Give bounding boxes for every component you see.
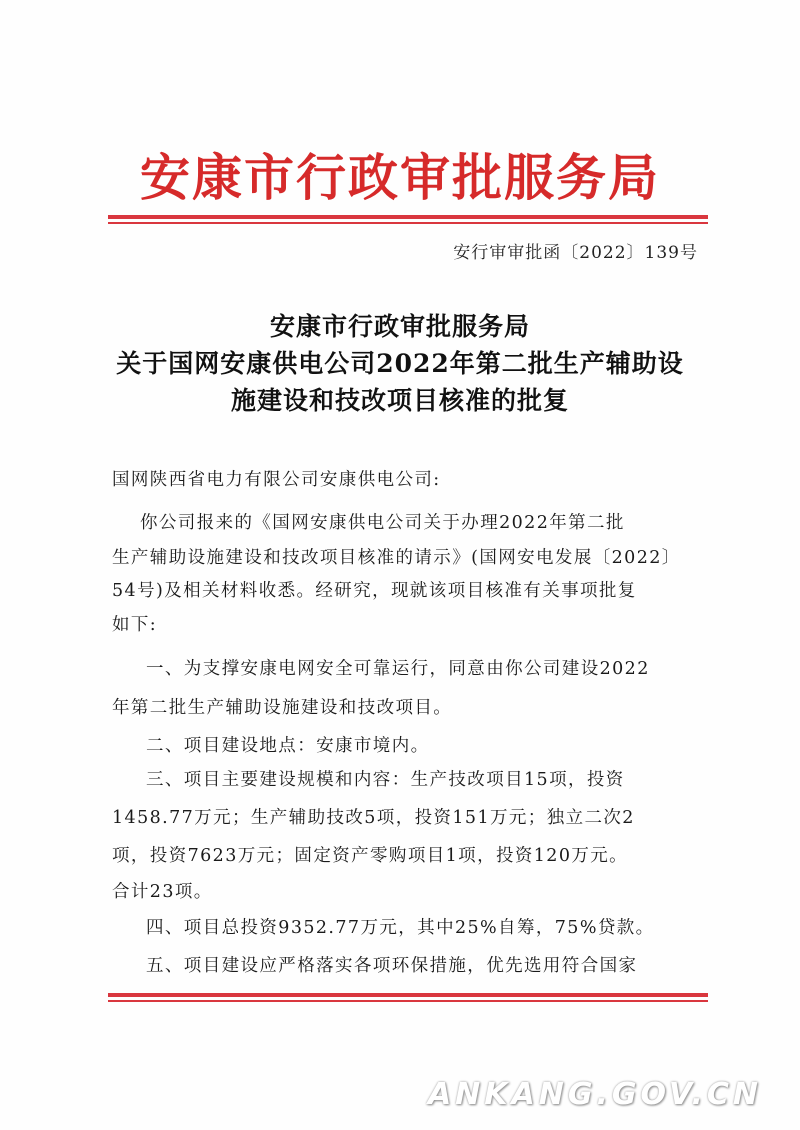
addressee: 国网陕西省电力有限公司安康供电公司: xyxy=(112,470,441,490)
item-2: 二、项目建设地点：安康市境内。 xyxy=(146,736,430,756)
item-5: 五、项目建设应严格落实各项环保措施，优先选用符合国家 xyxy=(146,956,638,976)
intro-paragraph-line: 你公司报来的《国网安康供电公司关于办理2022年第二批 xyxy=(140,513,625,533)
item-3-line: 三、项目主要建设规模和内容：生产技改项目15项，投资 xyxy=(146,770,625,790)
item-3-line: 1458.77万元；生产辅助技改5项，投资151万元；独立二次2 xyxy=(112,808,635,828)
header-red-rule-thin xyxy=(108,222,708,224)
document-number: 安行审审批函〔2022〕139号 xyxy=(453,243,698,263)
intro-paragraph-line: 54号)及相关材料收悉。经研究，现就该项目核准有关事项批复 xyxy=(112,581,637,601)
footer-red-rule-thin xyxy=(108,1000,708,1002)
site-watermark: ANKANG.GOV.CN xyxy=(427,1077,762,1112)
item-4: 四、项目总投资9352.77万元，其中25%自筹，75%贷款。 xyxy=(146,918,655,938)
document-title-line-2: 关于国网安康供电公司2022年第二批生产辅助设 xyxy=(116,349,684,378)
item-3-line: 项，投资7623万元；固定资产零购项目1项，投资120万元。 xyxy=(112,846,629,866)
issuing-authority-header: 安康市行政审批服务局 xyxy=(140,149,660,207)
document-title-line-3: 施建设和技改项目核准的批复 xyxy=(230,386,569,415)
item-1-line: 一、为支撑安康电网安全可靠运行，同意由你公司建设2022 xyxy=(146,659,650,679)
document-title-line-1: 安康市行政审批服务局 xyxy=(269,312,530,341)
footer-red-rule-thick xyxy=(108,993,708,997)
intro-paragraph-line: 生产辅助设施建设和技改项目核准的请示》(国网安电发展〔2022〕 xyxy=(112,548,681,568)
intro-paragraph-line: 如下: xyxy=(112,615,158,635)
item-1-line: 年第二批生产辅助设施建设和技改项目。 xyxy=(112,698,453,718)
item-3-line: 合计23项。 xyxy=(112,882,213,902)
header-red-rule-thick xyxy=(108,215,708,219)
